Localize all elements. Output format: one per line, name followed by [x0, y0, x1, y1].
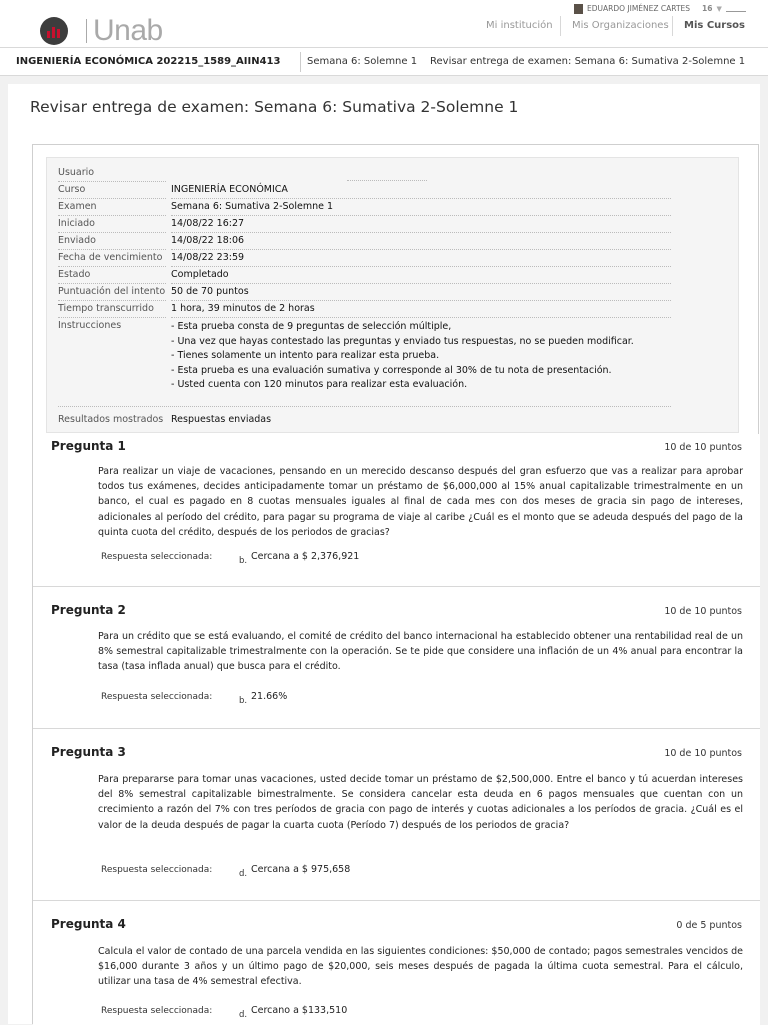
review-panel: [32, 144, 759, 1024]
summary-label: Enviado: [58, 235, 166, 250]
user-menu-underline: [726, 6, 746, 12]
notification-count[interactable]: 16: [702, 4, 713, 13]
question-title: Pregunta 1: [51, 439, 126, 453]
summary-label: Instrucciones: [58, 320, 122, 331]
answer-letter: b.: [239, 696, 248, 706]
summary-label: Tiempo transcurrido: [58, 303, 166, 318]
summary-value: 14/08/22 18:06: [171, 235, 671, 250]
summary-value: 1 hora, 39 minutos de 2 horas: [171, 303, 671, 318]
score-value: 50 de 70 puntos: [171, 286, 671, 301]
summary-label: Examen: [58, 201, 166, 216]
summary-label: Curso: [58, 184, 166, 199]
breadcrumb-divider: [300, 52, 301, 72]
nav-mis-organizaciones[interactable]: Mis Organizaciones: [572, 20, 669, 31]
summary-label: Fecha de vencimiento: [58, 252, 166, 267]
breadcrumb-item-current: Revisar entrega de examen: Semana 6: Sumativa 2-Solemne 1: [430, 56, 746, 67]
answer-value: Cercana a $ 975,658: [251, 864, 351, 875]
answer-letter: d.: [239, 869, 248, 879]
question-text: Para un crédito que se está evaluando, el comité de crédito del banco internacional ha establecido obtener una rentabilidad real de un 8% semestral capitalizable trimestralmente con la operación. Se te pide que considere una inflación de un 4% anual para encontrar la tasa (tasa inflada anual) que busca para el crédito.: [98, 631, 743, 673]
answer-letter: d.: [239, 1010, 248, 1020]
question-block-1: [33, 434, 760, 587]
summary-value: 14/08/22 16:27: [171, 218, 671, 233]
question-score: 10 de 10 puntos: [664, 748, 742, 759]
breadcrumb: [0, 48, 768, 76]
nav-divider: [560, 16, 561, 36]
avatar: [574, 4, 583, 14]
summary-label: Iniciado: [58, 218, 166, 233]
page-title: Revisar entrega de examen: Semana 6: Sumativa 2-Solemne 1: [30, 98, 519, 116]
summary-value: Respuestas enviadas: [171, 414, 272, 425]
top-nav: [0, 20, 768, 40]
question-text: Para prepararse para tomar unas vacaciones, usted decide tomar un préstamo de $2,500,000. Entre el banco y tú acuerdan intereses del 8% semestral capitalizable bimestralmente. Se considera cancelar esta deuda en 6 pagos mensuales que cuentan con un crecimiento a razón del 7% con tres períodos de gracia con pago de interés y cuotas adicionales a los períodos de gracia. ¿Cuál es el valor de la deuda después de pagar la cuarta cuota (Período 7) después de los periodos de gracia?: [98, 774, 743, 831]
summary-label: Usuario: [58, 167, 166, 182]
logo-text: Unab: [93, 14, 163, 47]
breadcrumb-item-semana[interactable]: Semana 6: Solemne 1: [307, 56, 418, 67]
summary-divider: [58, 406, 671, 407]
answer-label: Respuesta seleccionada:: [101, 865, 213, 875]
answer-value: Cercana a $ 2,376,921: [251, 551, 360, 562]
instruction-line: - Tienes solamente un intento para realizar esta prueba.: [171, 350, 440, 361]
question-text: Calcula el valor de contado de una parcela vendida en las siguientes condiciones: $50,000 de contado; pagos semestrales vencidos de $16,000 durante 3 años y un último pago de $20,000, seis meses después de pagada la última cuota semestral. Para el cálculo, utilizar una tasa de 4% semestral efectiva.: [98, 946, 743, 988]
status-value: Completado: [171, 269, 671, 284]
nav-divider: [672, 16, 673, 36]
question-title: Pregunta 2: [51, 603, 126, 617]
user-name[interactable]: EDUARDO JIMÉNEZ CARTES: [587, 4, 691, 13]
summary-value: 14/08/22 23:59: [171, 252, 671, 267]
answer-letter: b.: [239, 556, 248, 566]
question-score: 0 de 5 puntos: [676, 920, 742, 931]
course-title[interactable]: INGENIERÍA ECONÓMICA 202215_1589_AIIN413: [16, 56, 281, 67]
question-block-4: [33, 901, 760, 1025]
question-block-3: [33, 729, 760, 901]
instruction-line: - Esta prueba es una evaluación sumativa y corresponde al 30% de tu nota de presentación.: [171, 364, 612, 376]
summary-value: Semana 6: Sumativa 2-Solemne 1: [171, 201, 671, 216]
answer-value: Cercano a $133,510: [251, 1005, 348, 1016]
summary-label: Resultados mostrados: [58, 414, 164, 425]
answer-value: 21.66%: [251, 691, 288, 702]
question-score: 10 de 10 puntos: [664, 606, 742, 617]
instruction-line: - Esta prueba consta de 9 preguntas de selección múltiple,: [171, 321, 452, 332]
answer-label: Respuesta seleccionada:: [101, 692, 213, 702]
question-title: Pregunta 3: [51, 745, 126, 759]
question-block-2: [33, 587, 760, 729]
user-menu[interactable]: [574, 2, 746, 15]
question-text: Para realizar un viaje de vacaciones, pensando en un merecido descanso después del gran esfuerzo que vas a realizar para aprobar todos tus exámenes, decides anticipadamente tomar un préstamo de $6,000,000 al 15% anual capitalizable trimestralmente en un banco, el cual es pagado en 8 cuotas mensuales iguales al final de cada mes con dos meses de gracia sin pago de intereses, adicionales al período del crédito, para pagar su programa de viaje al caribe ¿Cuál es el monto que se adeuda después del pago de la quinta cuota del crédito, después de los periodos de gracias?: [98, 466, 743, 538]
instructions-text: [171, 320, 671, 390]
answer-label: Respuesta seleccionada:: [101, 1006, 213, 1016]
question-title: Pregunta 4: [51, 917, 126, 931]
nav-mi-institucion[interactable]: Mi institución: [486, 20, 553, 31]
nav-mis-cursos[interactable]: Mis Cursos: [684, 20, 745, 31]
question-score: 10 de 10 puntos: [664, 442, 742, 453]
top-header: [0, 0, 768, 48]
content-area: [8, 84, 760, 1024]
instruction-line: - Una vez que hayas contestado las preguntas y enviado tus respuestas, no se pueden modificar.: [171, 335, 634, 347]
answer-label: Respuesta seleccionada:: [101, 552, 213, 562]
attempt-summary: [46, 157, 739, 433]
summary-divider: [347, 180, 427, 181]
summary-label: Estado: [58, 269, 166, 284]
chevron-down-icon[interactable]: ▼: [716, 4, 722, 13]
summary-label: Puntuación del intento: [58, 286, 166, 301]
instruction-line: - Usted cuenta con 120 minutos para realizar esta evaluación.: [171, 379, 468, 390]
summary-value: INGENIERÍA ECONÓMICA: [171, 184, 671, 199]
